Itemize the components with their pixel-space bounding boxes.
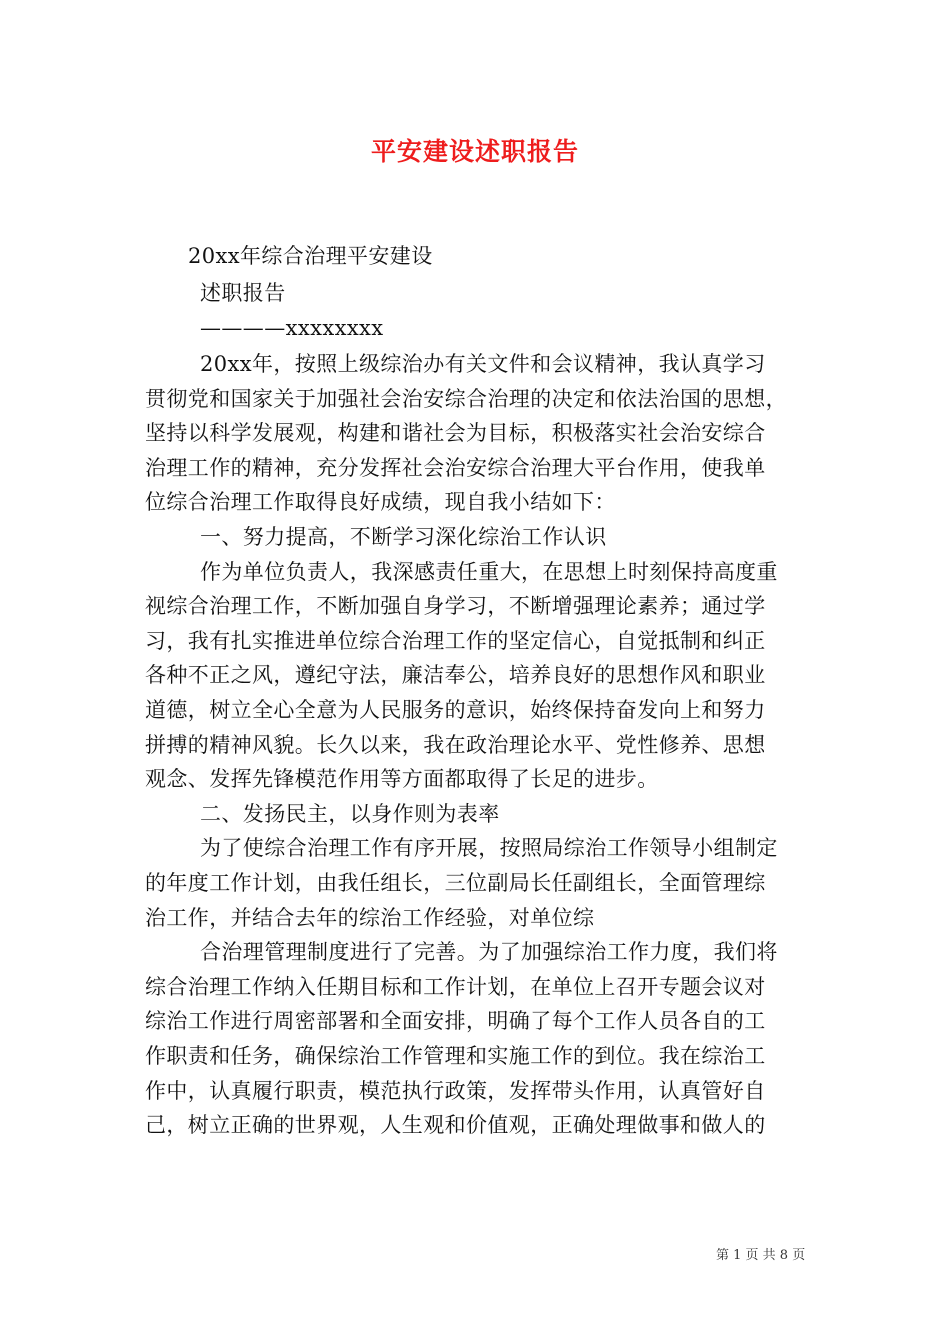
subtitle-line-2: 述职报告	[200, 281, 286, 305]
body-text-line: 坚持以科学发展观，构建和谐社会为目标，积极落实社会治安综合	[145, 421, 766, 445]
body-text-line: 道德，树立全心全意为人民服务的意识，始终保持奋发向上和努力	[145, 698, 766, 722]
body-text-line: 一、努力提高，不断学习深化综治工作认识	[200, 525, 607, 549]
page-indicator: 第 1 页 共 8 页	[716, 1248, 806, 1263]
body-text-line: 拼搏的精神风貌。长久以来，我在政治理论水平、党性修养、思想	[145, 733, 766, 757]
body-text-line: 观念、发挥先锋模范作用等方面都取得了长足的进步。	[145, 767, 659, 791]
author-line: ————xxxxxxxx	[200, 316, 384, 340]
body-text-line: 位综合治理工作取得良好成绩，现自我小结如下：	[145, 490, 616, 514]
document-title: 平安建设述职报告	[370, 137, 579, 166]
body-text-line: 作职责和任务，确保综治工作管理和实施工作的到位。我在综治工	[145, 1044, 766, 1068]
body-text-line: 视综合治理工作，不断加强自身学习，不断增强理论素养；通过学	[145, 594, 766, 618]
body-text-line: 二、发扬民主，以身作则为表率	[200, 802, 500, 826]
body-text-line: 20xx年，按照上级综治办有关文件和会议精神，我认真学习	[200, 352, 766, 376]
body-text-line: 治理工作的精神，充分发挥社会治安综合治理大平台作用，使我单	[145, 456, 766, 480]
body-text-line: 作为单位负责人，我深感责任重大，在思想上时刻保持高度重	[200, 560, 778, 584]
body-text-line: 习，我有扎实推进单位综合治理工作的坚定信心，自觉抵制和纠正	[145, 629, 766, 653]
body-text-line: 为了使综合治理工作有序开展，按照局综治工作领导小组制定	[200, 836, 778, 860]
body-text-line: 综治工作进行周密部署和全面安排，明确了每个工作人员各自的工	[145, 1009, 766, 1033]
body-text-line: 的年度工作计划，由我任组长，三位副局长任副组长，全面管理综	[145, 871, 766, 895]
subtitle-line-1: 20xx年综合治理平安建设	[188, 244, 433, 268]
body-text-line: 综合治理工作纳入任期目标和工作计划，在单位上召开专题会议对	[145, 975, 766, 999]
body-text-line: 己，树立正确的世界观，人生观和价值观，正确处理做事和做人的	[145, 1113, 766, 1137]
body-text-line: 合治理管理制度进行了完善。为了加强综治工作力度，我们将	[200, 940, 778, 964]
body-text-line: 各种不正之风，遵纪守法，廉洁奉公，培养良好的思想作风和职业	[145, 663, 766, 687]
body-text-line: 作中，认真履行职责，模范执行政策，发挥带头作用，认真管好自	[145, 1079, 766, 1103]
body-text-line: 治工作，并结合去年的综治工作经验，对单位综	[145, 906, 595, 930]
body-text-line: 贯彻党和国家关于加强社会治安综合治理的决定和依法治国的思想，	[145, 387, 787, 411]
